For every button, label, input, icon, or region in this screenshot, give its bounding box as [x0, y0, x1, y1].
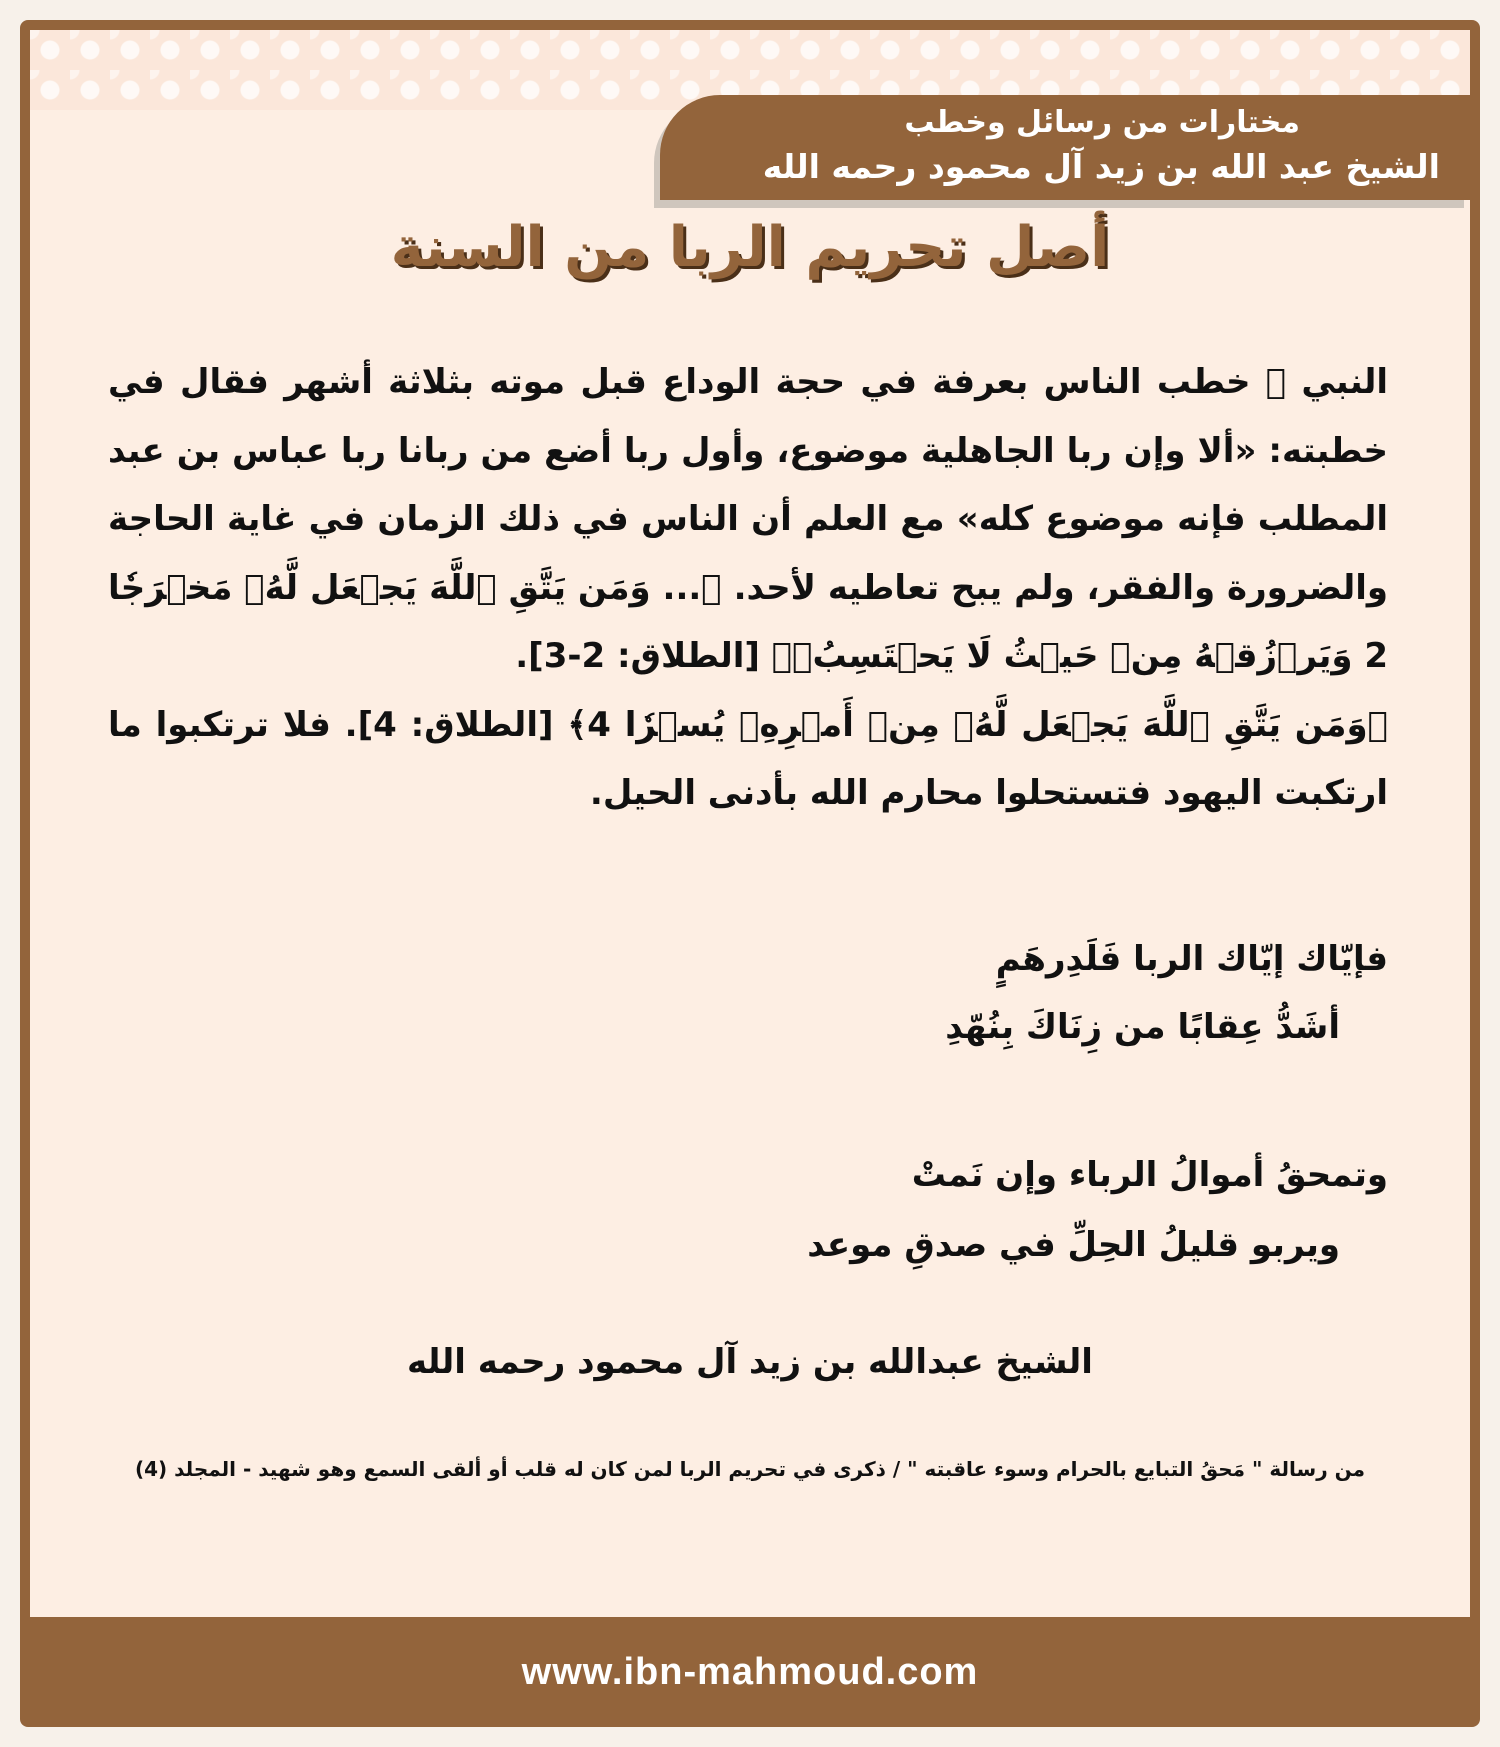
header-series-title: مختارات من رسائل وخطب: [904, 105, 1300, 140]
poem-verse: فإيّاك إيّاك الربا فَلَدِرهَمٍ: [995, 939, 1388, 979]
header-author-name: الشيخ عبد الله بن زيد آل محمود رحمه الله: [762, 147, 1440, 186]
header-banner: [660, 95, 1470, 200]
poem-verse: ويربو قليلُ الحِلِّ في صدقِ موعد: [807, 1225, 1340, 1265]
content-card: [30, 30, 1470, 1617]
article-body: [108, 348, 1388, 828]
poem-stanza-1: [945, 925, 1388, 1061]
source-citation: من رسالة " مَحقُ التبايع بالحرام وسوء عاقبته " / ذكرى في تحريم الربا لمن كان له قلب أو ألقى السمع وهو شهيد - المجلد (4): [134, 1457, 1366, 1481]
footer-bar: [20, 1617, 1480, 1727]
page-frame: [20, 20, 1480, 1727]
paragraph-warning: ﴿وَمَن يَتَّقِ ٱللَّهَ يَجۡعَل لَّهُۥ مِنۡ أَمۡرِهِۦ يُسۡرٗا 4﴾ [الطلاق: 4]. فلا ترتكبوا ما ارتكبت اليهود فتستحلوا محارم الله بأدنى الحيل.: [108, 704, 1388, 813]
poem-verse: وتمحقُ أموالُ الرباء وإن نَمتْ: [911, 1155, 1388, 1195]
website-link[interactable]: www.ibn-mahmoud.com: [521, 1650, 979, 1693]
paragraph-hadith: النبي ﷺ خطب الناس بعرفة في حجة الوداع قبل موته بثلاثة أشهر فقال في خطبته: «ألا وإن ربا الجاهلية موضوع، وأول ربا أضع من ربانا ربا عباس بن عبد المطلب فإنه موضوع كله» مع العلم أن الناس في ذلك الزمان في غاية الحاجة والضرورة والفقر، ولم يبح تعاطيه لأحد. ﴿... وَمَن يَتَّقِ ٱللَّهَ يَجۡعَل لَّهُۥ مَخۡرَجٗا 2 وَيَرۡزُقۡهُ مِنۡ حَيۡثُ لَا يَحۡتَسِبُۚ﴾ [الطلاق: 2-3].: [108, 362, 1388, 676]
page-title: أصل تحريم الربا من السنة: [390, 215, 1110, 280]
author-signature: الشيخ عبدالله بن زيد آل محمود رحمه الله: [407, 1342, 1093, 1382]
poem-stanza-2: [807, 1140, 1388, 1280]
poem-verse: أشَدُّ عِقابًا من زِنَاكَ بِنُهّدِ: [945, 1007, 1340, 1047]
